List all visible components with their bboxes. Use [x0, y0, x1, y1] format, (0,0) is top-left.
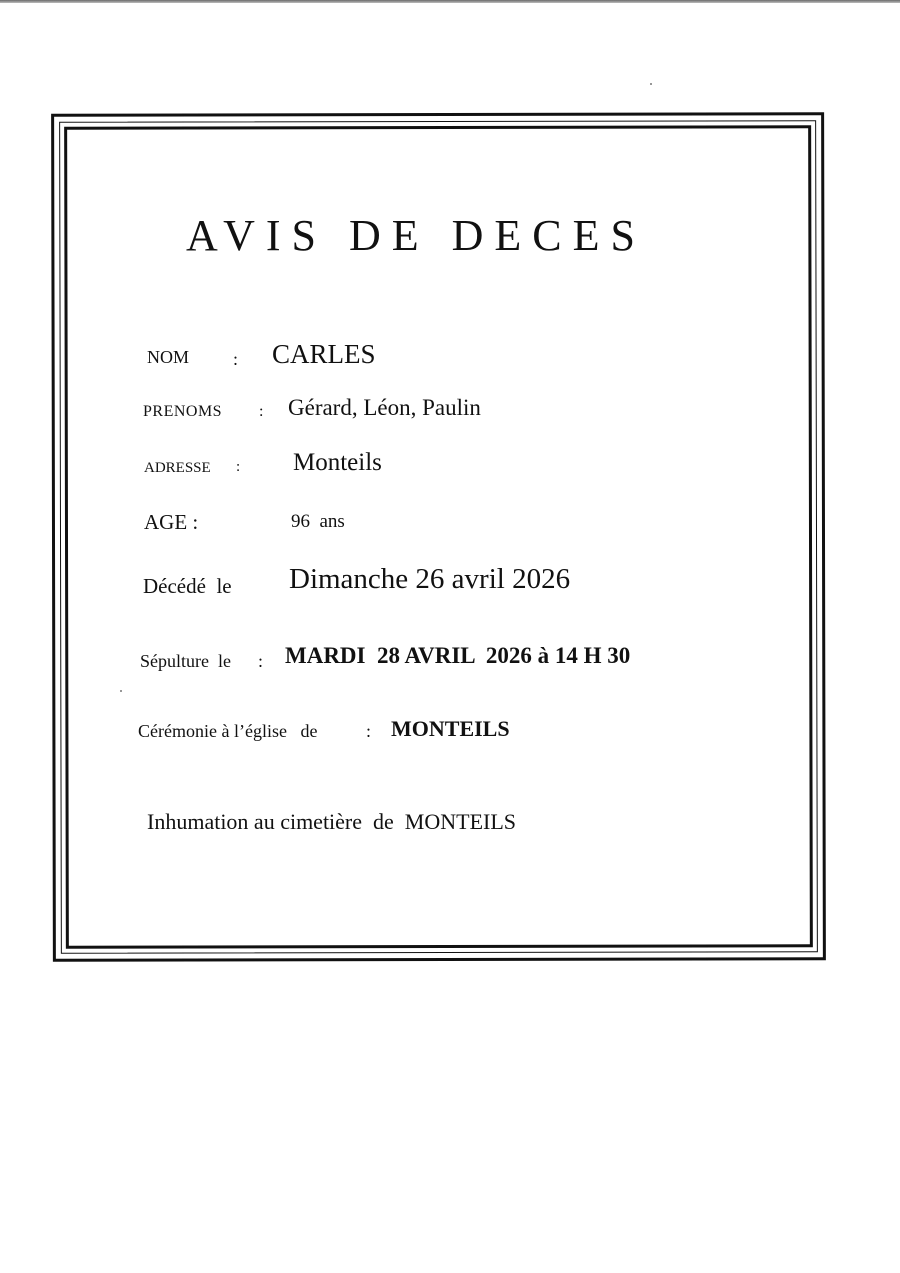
- sepulture-value: MARDI 28 AVRIL 2026 à 14 H 30: [285, 643, 631, 668]
- adresse-value: Monteils: [293, 449, 382, 476]
- notice-title: AVIS DE DECES: [186, 211, 647, 261]
- prenoms-value: Gérard, Léon, Paulin: [288, 395, 481, 420]
- age-label: AGE :: [144, 510, 199, 534]
- ceremonie-separator: :: [366, 721, 372, 741]
- deces-value: Dimanche 26 avril 2026: [289, 563, 571, 595]
- nom-label: NOM: [147, 347, 190, 367]
- nom-value: CARLES: [272, 339, 376, 369]
- age-value: 96 ans: [291, 511, 345, 532]
- adresse-label: ADRESSE: [144, 460, 211, 476]
- sepulture-label: Sépulture le: [140, 651, 231, 671]
- scan-edge: [0, 0, 900, 3]
- ceremonie-value: MONTEILS: [391, 716, 510, 741]
- ceremonie-label: Cérémonie à l’église de: [138, 721, 318, 741]
- prenoms-separator: :: [259, 403, 264, 420]
- nom-separator: :: [233, 349, 239, 369]
- burial-text: Inhumation au cimetière de MONTEILS: [147, 809, 517, 834]
- adresse-separator: :: [236, 459, 241, 475]
- prenoms-label: PRENOMS: [143, 403, 223, 420]
- sepulture-separator: :: [258, 651, 264, 671]
- deces-label: Décédé le: [143, 574, 232, 598]
- scan-speck: [650, 83, 652, 85]
